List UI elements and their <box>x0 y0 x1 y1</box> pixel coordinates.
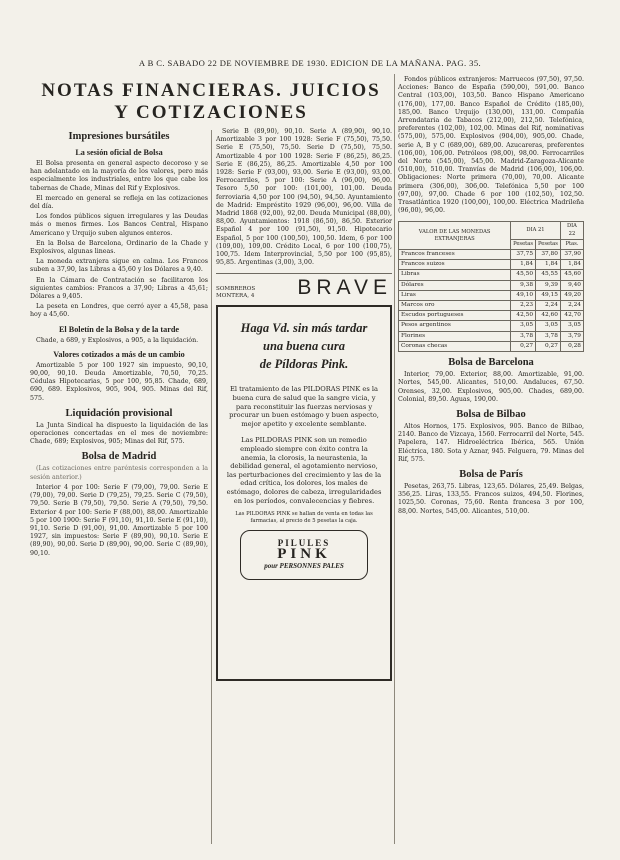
table-cell: 3,05 <box>511 321 536 331</box>
brave-ad-line-1: SOMBREROS <box>216 286 256 293</box>
boletin-heading: El Boletín de la Bolsa y de la tarde <box>58 324 180 334</box>
table-subheader: Ptas. <box>560 239 583 249</box>
bolsa-madrid-heading: Bolsa de Madrid <box>81 451 157 463</box>
table-cell: 9,40 <box>560 280 583 290</box>
table-row <box>399 301 584 311</box>
table-row <box>399 290 584 300</box>
sesion-paragraph: El mercado en general se refleja en las cotizaciones del día. <box>30 194 208 211</box>
table-cell: 49,15 <box>536 290 561 300</box>
main-title-line-2: Y COTIZACIONES <box>114 102 308 123</box>
table-row <box>399 270 584 280</box>
table-row <box>399 321 584 331</box>
table-cell: 1,84 <box>511 260 536 270</box>
table-cell: 3,05 <box>536 321 561 331</box>
table-header-name: VALOR DE LAS MONEDAS EXTRANJERAS <box>399 222 511 250</box>
table-subheader: Pesetas <box>511 239 536 249</box>
bolsa-bilbao-heading: Bolsa de Bilbao <box>456 408 526 420</box>
ad-script-line-3: de Píldoras Pink. <box>259 357 349 372</box>
pill-box-line-3: pour PERSONNES PALES <box>264 562 344 571</box>
table-row <box>399 331 584 341</box>
running-head: A B C. SABADO 22 DE NOVIEMBRE DE 1930. EDICION DE LA MAÑANA. PAG. 35. <box>138 58 482 68</box>
bolsa-barcelona-heading: Bolsa de Barcelona <box>448 357 534 369</box>
currency-table <box>398 221 584 352</box>
table-cell: 2,23 <box>511 301 536 311</box>
table-cell: 1,84 <box>536 260 561 270</box>
ad-small-print: Las PILDORAS PINK se hallan de venta en todas las farmacias, al precio de 5 pesetas la caja. <box>235 511 373 524</box>
table-cell: Escudos portugueses <box>399 311 511 321</box>
sesion-paragraph: En la Cámara de Contratación se facilitaron los siguientes cambios: Francos a 37,90; Libras a 45,61; Dólares a 9,405. <box>30 276 208 301</box>
table-cell: 3,79 <box>560 331 583 341</box>
table-cell: 42,70 <box>560 311 583 321</box>
table-header-day22: DIA 22 <box>560 222 583 239</box>
column-rule-1 <box>211 130 212 844</box>
barcelona-text: Interior, 79,00. Exterior, 88,00. Amortizable, 91,00. Nortes, 545,00. Alicantes, 510,00. Andaluces, 67,50. Orenses, 32,00. Explosivos, 905,00. Chades, 689,00. Colonial, 89,50. Aguas, 190,00. <box>398 371 584 403</box>
column-rule-2 <box>394 74 395 844</box>
column-2 <box>216 128 392 681</box>
table-cell: 45,50 <box>511 270 536 280</box>
table-cell: 49,10 <box>511 290 536 300</box>
table-cell: Francos franceses <box>399 250 511 260</box>
column3-top-text: Fondos públicos extranjeros: Marruecos (97,50), 97,50. Acciones: Banco de España (590,00), 591,00. Banco Central (103,00), 103,50. Banco Hispano Americano (176,00), 177,00. Banco Español de Crédito (185,00), 185,00. Banco Urquijo (130,00), 131,00. Compañía Arrendataria de Tabacos (212,00), 212,50. Telefónica, preferentes (102,00), 102,00. Minas del Rif, nominativas (575,00), 575,00. Explosivos (904,00), 905,00. Chade, serie A, B y C (689,00), 689,00. Azucareras, preferentes (106,00), 106,00. Petróleos (98,00), 98,00. Ferrocarriles del Norte (545,00), 545,00. Madrid-Zaragoza-Alicante (510,00), 510,00. Tranvías de Madrid (106,00), 106,00. Obligaciones: Norte primera (70,00), 70,00. Alicante primera (306,00), 306,00. Telefónica 5,50 por 100 (97,00), 97,00. Chade 6 por 100 (102,50), 102,50. Trasatlántica 1920 (100,00), 100,00. Eléctrica Madrileña (96,00), 96,00. <box>398 76 584 215</box>
bilbao-text: Altos Hornos, 175. Explosivos, 905. Banco de Bilbao, 2140. Banco de Vizcaya, 1560. Ferrocarril del Norte, 545. Papelera, 147. Hidroeléctrica Ibérica, 565. Unión Eléctrica, 180. Sota y Aznar, 945. Felguera, 79. Minas del Rif, 575. <box>398 422 584 463</box>
madrid-text: Interior 4 por 100: Serie F (79,00), 79,00. Serie E (79,00), 79,00. Serie D (79,25), 79,25. Serie C (79,50), 79,50. Serie B (79,50), 79,50. Serie A (79,50), 79,50. Exterior 4 por 100: Serie F (88,00), 88,00. Amortizable 5 por 100 1900: Serie F (91,10), 91,10. Serie E (91,10), 91,10. Serie D (91,00), 91,00. Amortizable 5 por 100 1927, sin impuestos: Serie F (89,90), 90,10. Serie E (89,90), 90,00. Serie D (89,90), 90,00. Serie C (89,90), 90,10. <box>30 483 208 557</box>
brave-brand: BRAVE <box>297 276 392 300</box>
table-cell: 37,75 <box>511 250 536 260</box>
madrid-intro: (Las cotizaciones entre paréntesis corresponden a la sesión anterior.) <box>30 465 208 481</box>
table-cell: Dólares <box>399 280 511 290</box>
sesion-heading: La sesión oficial de Bolsa <box>75 148 163 157</box>
pill-box-line-2: PINK <box>277 546 331 563</box>
impresiones-heading: Impresiones bursátiles <box>68 131 170 142</box>
ad-body-paragraph: El tratamiento de las PILDORAS PINK es la buena cura de salud que la sangre vicia, y para reconstituir las fuerzas nerviosas y procurar un buen estómago y buen aspecto, mejor apetito y excelente semblante. <box>229 385 379 428</box>
liquidacion-heading: Liquidación provisional <box>65 407 173 419</box>
table-cell: 9,39 <box>536 280 561 290</box>
ad-script-title <box>241 319 368 373</box>
table-cell: 45,60 <box>560 270 583 280</box>
brave-ad-line-2: MONTERA, 4 <box>216 292 255 299</box>
pill-box-illustration <box>240 530 368 580</box>
table-cell: Florines <box>399 331 511 341</box>
table-row <box>399 341 584 351</box>
bolsa-paris-heading: Bolsa de París <box>459 468 523 480</box>
table-cell: 3,78 <box>536 331 561 341</box>
table-cell: 0,27 <box>536 341 561 351</box>
table-cell: Liras <box>399 290 511 300</box>
table-cell: 37,90 <box>560 250 583 260</box>
sesion-paragraph: Los fondos públicos siguen irregulares y las Deudas más o menos firmes. Los Bancos Central, Hispano Americano y Urquijo suben algunos enteros. <box>30 213 208 237</box>
main-title <box>30 80 392 124</box>
table-cell: 3,78 <box>511 331 536 341</box>
pill-box-line-1: PILULES <box>277 538 331 549</box>
sesion-paragraph: La moneda extranjera sigue en calma. Los Francos suben a 37,90, las Libras a 45,60 y los Dólares a 9,40. <box>30 258 208 274</box>
main-title-line-1: NOTAS FINANCIERAS. JUICIOS <box>41 80 381 101</box>
sesion-paragraph: El Bolsa presenta en general aspecto decoroso y se han adelantado en la mayoría de los valores, pero más especialmente los industriales, entre los que cabe los tabernas de Chade, Minas del Rif y Explosivos. <box>30 160 208 192</box>
pink-pills-advertisement <box>216 305 392 681</box>
table-cell: 42,50 <box>511 311 536 321</box>
brave-ad-address <box>216 286 255 299</box>
table-cell: Libras <box>399 270 511 280</box>
ad-body-paragraph-2: Las PILDORAS PINK son un remedio empleado siempre con éxito contra la anemia, la clorosis, la neurastenia, la debilidad general, el agotamiento nervioso, las perturbaciones del crecimiento y las de la edad crítica, los dolores, los males de estómago, dolores de cabeza, irregularidades en los períodos, convalecencias y fiebres. <box>226 436 382 505</box>
ad-script-line-2: una buena cura <box>263 339 345 354</box>
table-row <box>399 311 584 321</box>
table-cell: 1,84 <box>560 260 583 270</box>
table-cell: Francos suizos <box>399 260 511 270</box>
table-cell: 2,24 <box>560 301 583 311</box>
table-cell: 37,80 <box>536 250 561 260</box>
sesion-paragraph: En la Bolsa de Barcelona, Ordinario de la Chade y Explosivos, algunas lineas. <box>30 239 208 256</box>
column2-top-text: Serie B (89,90), 90,10. Serie A (89,90), 90,10. Amortizable 3 por 100 1928: Serie F (75,50), 75,50. Serie E (75,50), 75,50. Serie D (75,50), 75,50. Amortizable 4 por 100 1928: Serie F (86,25), 86,25. Serie E (86,25), 86,25. Amortizable 4,50 por 100 1928: Serie F (93,00), 93,00. Serie E (93,00), 93,00. Ferrocarriles, 5 por 100: Serie A (96,00), 96,00. Tesoro 5,50 por 100: (101,00), 101,00. Deuda ferroviaria 4,50 por 100 (94,50), 94,50. Ayuntamiento de Madrid: Empréstito 1929 (96,00), 96,00. Villa de Madrid 1868 (92,00), 92,00. Deuda Municipal (88,00), 88,00. Ayuntamientos: 1918 (86,50), 86,50. Exterior Español 4 por 100 (91,50), 91,50. Hipotecario Español, 5 por 100 (100,50), 100,50. Idem, 6 por 100 (109,00), 109,00. Crédito Local, 6 por 100 (100,75), 100,75. Idem Interprovincial, 5,50 por 100 (95,85), 95,85. Argentinas (3,00), 3,00. <box>216 128 392 267</box>
table-subheader: Pesetas <box>536 239 561 249</box>
boletin-text: Chade, a 689, y Explosivos, a 905, a la liquidación. <box>36 336 199 344</box>
table-cell: 0,27 <box>511 341 536 351</box>
table-cell: 49,20 <box>560 290 583 300</box>
table-cell: Marcos oro <box>399 301 511 311</box>
table-row <box>399 280 584 290</box>
table-cell: 42,60 <box>536 311 561 321</box>
table-cell: 0,28 <box>560 341 583 351</box>
table-cell: 3,05 <box>560 321 583 331</box>
liquidacion-text: La Junta Sindical ha dispuesto la liquidación de las operaciones concertadas en el mes de noviembre: Chade, 689; Explosivos, 905; Minas del Rif, 575. <box>30 421 208 446</box>
table-row <box>399 260 584 270</box>
table-cell: Coronas checas <box>399 341 511 351</box>
table-cell: Pesos argentinos <box>399 321 511 331</box>
ad-script-line-1: Haga Vd. sin más tardar <box>240 321 368 336</box>
valores-text: Amortizable 5 por 100 1927 sin impuesto, 90,10, 90,00, 90,10. Deuda Amortizable, 70,50, 70,25. Cédulas Hipotecarias, 5 por 100, 95,85. Chade, 689, 690, 689. Explosivos, 905, 904, 905. Minas del Rif, 575. <box>30 361 208 402</box>
table-cell: 9,38 <box>511 280 536 290</box>
brave-ad-header <box>216 273 392 299</box>
table-cell: 45,55 <box>536 270 561 280</box>
paris-text: Pesetas, 263,75. Libras, 123,65. Dólares, 25,49. Belgas, 356,25. Liras, 133,55. Francos suizos, 494,50. Florines, 1025,50. Coronas, 75,60. Renta francesa 3 por 100, 88,00. Nortes, 545,00. Alicantes, 510,00. <box>398 482 584 515</box>
table-header-day21: DIA 21 <box>511 222 561 239</box>
table-cell: 2,24 <box>536 301 561 311</box>
column-3 <box>398 76 584 518</box>
valores-heading: Valores cotizados a más de un cambio <box>53 349 185 359</box>
table-row <box>399 250 584 260</box>
column-1 <box>30 126 208 560</box>
sesion-paragraph: La peseta en Londres, que cerró ayer a 45,58, pasa hoy a 45,60. <box>30 303 208 319</box>
